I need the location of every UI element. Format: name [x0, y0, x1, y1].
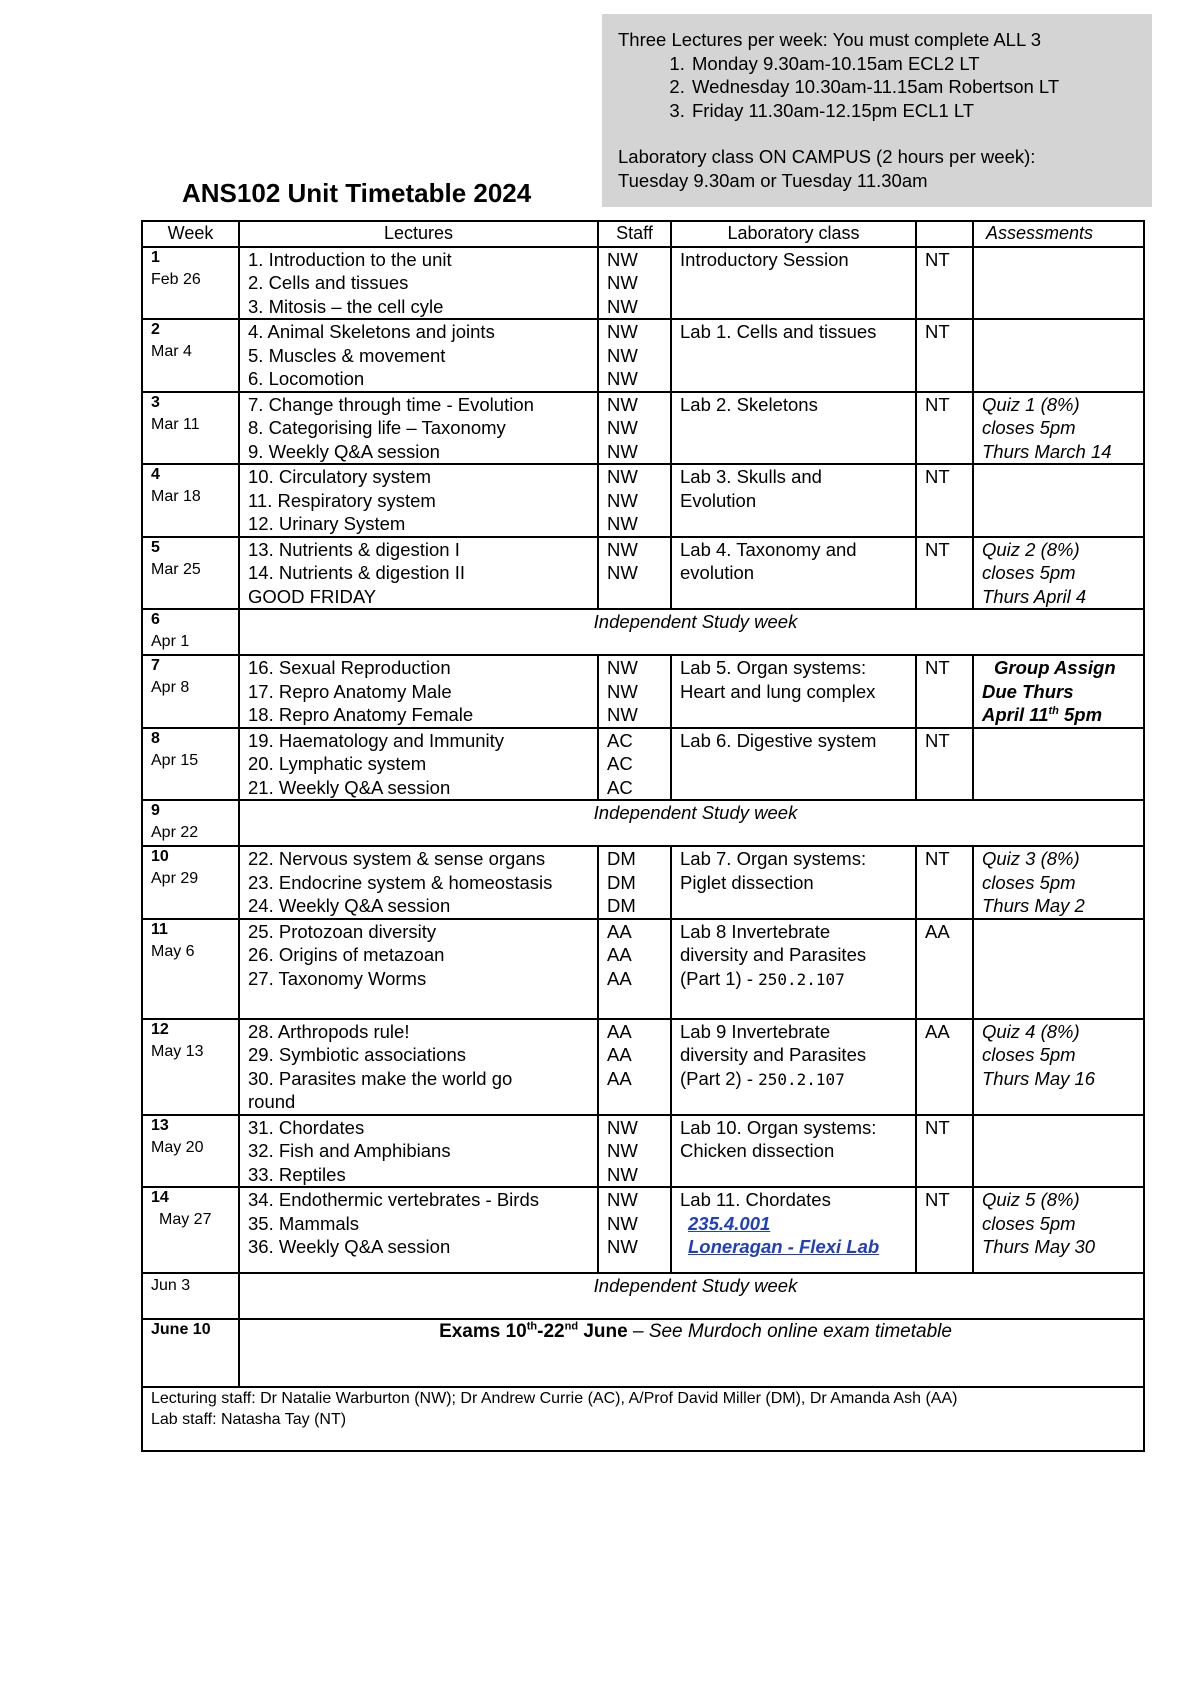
- staff-code: NW: [607, 344, 638, 366]
- staff-code: NW: [607, 1163, 638, 1185]
- lab-heading: Laboratory class ON CAMPUS (2 hours per week):: [618, 146, 1036, 167]
- staff-footer-row: [142, 1387, 1144, 1451]
- week-row: [142, 728, 1144, 801]
- week-cell: [142, 1115, 239, 1188]
- lab-text: Lab 8 Invertebrate: [680, 920, 831, 942]
- assessment-text: Thurs May 2: [982, 895, 1085, 916]
- lecture-item: 23. Endocrine system & homeostasis: [248, 871, 553, 893]
- week-number: 5: [151, 538, 160, 556]
- assessment-text: Quiz 1 (8%): [982, 393, 1080, 415]
- assessment-text: Thurs May 16: [982, 1067, 1096, 1089]
- lab-staff-cell: AA: [916, 919, 973, 1019]
- lecture-item: 19. Haematology and Immunity: [248, 729, 505, 751]
- lab-room: 250.2.107: [758, 969, 845, 989]
- assessment-text: closes 5pm: [982, 871, 1076, 893]
- lab-text: evolution: [680, 562, 755, 583]
- lectures-cell: [239, 392, 598, 465]
- lab-part: [680, 1067, 915, 1092]
- week-cell: [142, 392, 239, 465]
- week-row: [142, 1019, 1144, 1115]
- ordinal-suffix: th: [1048, 704, 1059, 717]
- lecture-item: 11. Respiratory system: [248, 489, 436, 511]
- week-number: 10: [151, 848, 169, 865]
- lab-staff-cell: NT: [916, 319, 973, 392]
- staff-code: AA: [607, 944, 632, 965]
- staff-code: NW: [607, 513, 638, 534]
- lab-staff-cell: NT: [916, 537, 973, 610]
- week-date: Mar 25: [151, 560, 201, 578]
- week-row: [142, 919, 1144, 1019]
- week-cell: [142, 247, 239, 320]
- staff-code: AA: [607, 967, 632, 989]
- assessment-text: Thurs May 30: [982, 1236, 1096, 1257]
- lecture-item: 32. Fish and Amphibians: [248, 1140, 451, 1161]
- staff-code: DM: [607, 871, 636, 893]
- staff-code: NW: [607, 417, 638, 438]
- lecture-item: 29. Symbiotic associations: [248, 1044, 466, 1065]
- week-cell: [142, 609, 239, 655]
- staff-code: NW: [607, 321, 638, 342]
- lecture-item: 28. Arthropods rule!: [248, 1020, 410, 1042]
- week-cell: [142, 728, 239, 801]
- staff-code: NW: [607, 1212, 638, 1234]
- lecture-item: round: [248, 1091, 296, 1112]
- lab-staff-cell: NT: [916, 728, 973, 801]
- lecturing-staff: Lecturing staff: Dr Natalie Warburton (NW); Dr Andrew Currie (AC), A/Prof David Miller (DM), Dr Amanda Ash (AA): [151, 1390, 958, 1407]
- header-row: [142, 221, 1144, 247]
- header-lectures: Lectures: [239, 221, 598, 247]
- week-number: 3: [151, 393, 160, 411]
- lecture-item: 30. Parasites make the world go: [248, 1067, 513, 1089]
- week-cell: [142, 1273, 239, 1319]
- lab-cell: [671, 464, 916, 537]
- lab-staff-cell: AA: [916, 1019, 973, 1115]
- lab-cell: [671, 319, 916, 392]
- lab-staff: Lab staff: Natasha Tay (NT): [151, 1411, 347, 1428]
- week-date: Mar 4: [151, 343, 192, 360]
- staff-code: NW: [607, 562, 638, 583]
- lecture-item: GOOD FRIDAY: [248, 585, 377, 607]
- lab-text: Lab 5. Organ systems:: [680, 657, 867, 678]
- independent-study-cell: Independent Study week: [239, 1273, 1144, 1319]
- lecture-item: 22. Nervous system & sense organs: [248, 848, 546, 869]
- lectures-cell: [239, 319, 598, 392]
- lab-staff-cell: NT: [916, 464, 973, 537]
- lecture-item: 33. Reptiles: [248, 1163, 346, 1185]
- header-lab: Laboratory class: [671, 221, 916, 247]
- lab-cell: [671, 728, 916, 801]
- lab-text: Lab 10. Organ systems:: [680, 1116, 877, 1138]
- lab-text: Lab 7. Organ systems:: [680, 848, 867, 869]
- lectures-cell: [239, 1187, 598, 1273]
- lecture-item: 34. Endothermic vertebrates - Birds: [248, 1189, 539, 1210]
- lectures-cell: [239, 655, 598, 728]
- staff-cell: [598, 919, 671, 1019]
- assessment-text: Quiz 5 (8%): [982, 1189, 1080, 1210]
- week-cell: [142, 919, 239, 1019]
- week-cell: [142, 537, 239, 610]
- assessment-cell: [973, 392, 1144, 465]
- staff-code: NW: [607, 368, 638, 389]
- lab-text: Chicken dissection: [680, 1140, 835, 1161]
- staff-code: NW: [607, 680, 638, 702]
- lab-text: Piglet dissection: [680, 871, 814, 893]
- staff-cell: [598, 392, 671, 465]
- lecture-item: 25. Protozoan diversity: [248, 920, 437, 942]
- week-date: Apr 22: [151, 824, 199, 841]
- lab-location-link[interactable]: 235.4.001: [688, 1212, 771, 1234]
- week-number: 11: [151, 920, 168, 938]
- week-date: Mar 18: [151, 488, 201, 505]
- lab-text: diversity and Parasites: [680, 1044, 867, 1065]
- week-number: 4: [151, 466, 160, 483]
- staff-code: AA: [607, 1044, 632, 1065]
- staff-code: NW: [607, 1116, 638, 1138]
- lecture-slot: 2. Wednesday 10.30am-11.15am Robertson LT: [690, 75, 1152, 99]
- staff-cell: [598, 464, 671, 537]
- lectures-cell: [239, 846, 598, 919]
- assessment-cell: [973, 1115, 1144, 1188]
- lab-room: 250.2.107: [758, 1069, 845, 1089]
- page-title: ANS102 Unit Timetable 2024: [182, 178, 532, 208]
- lecture-item: 36. Weekly Q&A session: [248, 1236, 451, 1257]
- group-assign-date: April 11th 5pm: [982, 704, 1103, 725]
- week-number: 9: [151, 802, 160, 819]
- staff-code: DM: [607, 848, 636, 869]
- lab-text: Heart and lung complex: [680, 680, 876, 702]
- week-cell: [142, 1187, 239, 1273]
- exam-cell: [239, 1319, 1144, 1387]
- week-date: May 6: [151, 942, 195, 960]
- ordinal-suffix: th: [526, 1320, 538, 1333]
- independent-study-cell: Independent Study week: [239, 800, 1144, 846]
- week-number: 7: [151, 657, 160, 674]
- assessment-cell: [973, 728, 1144, 801]
- lecture-slots-list: [618, 52, 1152, 123]
- lecture-item: 2. Cells and tissues: [248, 272, 409, 293]
- staff-code: NW: [607, 248, 638, 270]
- lecture-item: 21. Weekly Q&A session: [248, 776, 451, 798]
- week-row: [142, 392, 1144, 465]
- lectures-cell: [239, 1019, 598, 1115]
- week-row: [142, 319, 1144, 392]
- header-lab-staff: [916, 221, 973, 247]
- lab-part-label: (Part 2) -: [680, 1067, 759, 1089]
- week-cell: [142, 1019, 239, 1115]
- week-date: Apr 1: [151, 633, 190, 650]
- lecture-item: 20. Lymphatic system: [248, 753, 427, 774]
- lecture-item: 5. Muscles & movement: [248, 344, 446, 366]
- lab-cell: [671, 537, 916, 610]
- week-cell: [142, 464, 239, 537]
- assessment-text: closes 5pm: [982, 1044, 1076, 1065]
- lab-staff-cell: NT: [916, 247, 973, 320]
- staff-code: DM: [607, 895, 636, 916]
- lab-cell: [671, 919, 916, 1019]
- lab-text: diversity and Parasites: [680, 944, 867, 965]
- exam-dates: Exams 10th-22nd June: [439, 1320, 628, 1342]
- lecture-slot: 1. Monday 9.30am-10.15am ECL2 LT: [690, 52, 1152, 76]
- staff-cell: [598, 537, 671, 610]
- assessment-cell: [973, 919, 1144, 1019]
- independent-study-cell: Independent Study week: [239, 609, 1144, 655]
- header-assessments: Assessments: [973, 221, 1144, 247]
- lecture-item: 1. Introduction to the unit: [248, 248, 452, 270]
- lab-cell: [671, 1019, 916, 1115]
- lecture-item: 16. Sexual Reproduction: [248, 657, 451, 678]
- week-cell: [142, 655, 239, 728]
- lab-staff-cell: NT: [916, 655, 973, 728]
- staff-code: AA: [607, 920, 632, 942]
- exam-note: See Murdoch online exam timetable: [648, 1321, 952, 1342]
- week-date: Apr 15: [151, 751, 199, 769]
- week-number: 14: [151, 1189, 169, 1206]
- staff-cell: [598, 655, 671, 728]
- lecture-item: 27. Taxonomy Worms: [248, 967, 427, 989]
- assessment-text: Thurs March 14: [982, 440, 1112, 462]
- lab-staff-cell: NT: [916, 392, 973, 465]
- assessment-cell: [973, 655, 1144, 728]
- lecture-item: 26. Origins of metazoan: [248, 944, 445, 965]
- staff-code: NW: [607, 1189, 638, 1210]
- staff-cell: [598, 319, 671, 392]
- lecture-item: 9. Weekly Q&A session: [248, 440, 440, 462]
- lecture-item: 18. Repro Anatomy Female: [248, 704, 474, 725]
- lectures-cell: [239, 919, 598, 1019]
- week-date: May 13: [151, 1042, 204, 1060]
- staff-code: AC: [607, 753, 633, 774]
- week-cell: [142, 800, 239, 846]
- week-row: [142, 846, 1144, 919]
- week-cell: [142, 846, 239, 919]
- week-number: 13: [151, 1116, 169, 1134]
- assessment-text: Thurs April 4: [982, 585, 1087, 607]
- header-staff: Staff: [598, 221, 671, 247]
- lecture-item: 10. Circulatory system: [248, 466, 431, 487]
- week-row: [142, 800, 1144, 846]
- lab-cell: [671, 655, 916, 728]
- staff-code: NW: [607, 1140, 638, 1161]
- week-date: Apr 8: [151, 679, 190, 696]
- lab-cell: [671, 247, 916, 320]
- week-row: [142, 1273, 1144, 1319]
- week-number: 2: [151, 321, 160, 338]
- lab-staff-cell: NT: [916, 1115, 973, 1188]
- staff-code: NW: [607, 704, 638, 725]
- week-date: May 27: [159, 1211, 212, 1228]
- lecture-item: 3. Mitosis – the cell cyle: [248, 295, 444, 317]
- lab-text: Lab 4. Taxonomy and: [680, 538, 857, 560]
- staff-code: AC: [607, 729, 633, 751]
- staff-cell: [598, 1019, 671, 1115]
- lab-staff-cell: NT: [916, 846, 973, 919]
- lab-staff-cell: NT: [916, 1187, 973, 1273]
- lab-part: [680, 967, 915, 992]
- staff-cell: [598, 1115, 671, 1188]
- lab-text: Lab 6. Digestive system: [680, 729, 877, 751]
- lab-location-link[interactable]: Loneragan - Flexi Lab: [688, 1236, 880, 1257]
- lecture-item: 6. Locomotion: [248, 368, 365, 389]
- lecture-item: 7. Change through time - Evolution: [248, 393, 534, 415]
- lab-text: Lab 3. Skulls and: [680, 466, 822, 487]
- assessment-cell: [973, 1019, 1144, 1115]
- week-row: [142, 655, 1144, 728]
- staff-footer-cell: [142, 1387, 1144, 1451]
- lab-cell: [671, 846, 916, 919]
- week-row: [142, 247, 1144, 320]
- timetable: [141, 220, 1145, 1452]
- week-date: Feb 26: [151, 270, 201, 288]
- lectures-cell: [239, 1115, 598, 1188]
- staff-code: AA: [607, 1020, 632, 1042]
- lectures-cell: [239, 537, 598, 610]
- lecture-item: 17. Repro Anatomy Male: [248, 680, 452, 702]
- lectures-heading: Three Lectures per week: You must complete ALL 3: [618, 29, 1042, 50]
- staff-code: NW: [607, 657, 638, 678]
- lab-text: Introductory Session: [680, 248, 849, 270]
- lab-text: Lab 9 Invertebrate: [680, 1020, 831, 1042]
- header-week: Week: [142, 221, 239, 247]
- week-row: [142, 537, 1144, 610]
- assessment-cell: [973, 1187, 1144, 1273]
- exam-week-label: June 10: [142, 1319, 239, 1387]
- assessment-cell: [973, 846, 1144, 919]
- exam-row: [142, 1319, 1144, 1387]
- lecture-item: 13. Nutrients & digestion I: [248, 538, 460, 560]
- assessment-text: closes 5pm: [982, 1212, 1076, 1234]
- week-row: [142, 1115, 1144, 1188]
- week-row: [142, 464, 1144, 537]
- lectures-cell: [239, 464, 598, 537]
- group-assign-due: Due Thurs: [982, 680, 1074, 702]
- lectures-cell: [239, 728, 598, 801]
- assessment-text: Quiz 3 (8%): [982, 848, 1080, 869]
- staff-cell: [598, 1187, 671, 1273]
- staff-code: NW: [607, 440, 638, 462]
- lecture-item: 8. Categorising life – Taxonomy: [248, 417, 506, 438]
- assessment-cell: [973, 537, 1144, 610]
- lecture-item: 24. Weekly Q&A session: [248, 895, 451, 916]
- lab-text: Lab 2. Skeletons: [680, 393, 818, 415]
- lab-times: Tuesday 9.30am or Tuesday 11.30am: [618, 169, 928, 191]
- week-number: 12: [151, 1020, 169, 1038]
- week-cell: [142, 319, 239, 392]
- staff-code: NW: [607, 393, 638, 415]
- lab-text: Evolution: [680, 489, 757, 511]
- lecture-item: 12. Urinary System: [248, 513, 406, 534]
- lecture-item: 4. Animal Skeletons and joints: [248, 321, 495, 342]
- staff-code: NW: [607, 1236, 638, 1257]
- week-number: 1: [151, 248, 160, 266]
- staff-code: NW: [607, 272, 638, 293]
- lab-part-label: (Part 1) -: [680, 967, 759, 989]
- week-date: May 20: [151, 1138, 204, 1156]
- week-row: [142, 1187, 1144, 1273]
- staff-code: AC: [607, 776, 633, 798]
- week-number: 6: [151, 611, 160, 628]
- lecture-item: 35. Mammals: [248, 1212, 360, 1234]
- lectures-cell: [239, 247, 598, 320]
- staff-code: AA: [607, 1067, 632, 1089]
- lab-cell: [671, 1115, 916, 1188]
- lecture-item: 14. Nutrients & digestion II: [248, 562, 465, 583]
- lecture-item: 31. Chordates: [248, 1116, 365, 1138]
- week-date: Mar 11: [151, 415, 200, 433]
- staff-cell: [598, 247, 671, 320]
- staff-code: NW: [607, 466, 638, 487]
- staff-code: NW: [607, 538, 638, 560]
- lab-text: Lab 1. Cells and tissues: [680, 321, 877, 342]
- assessment-text: Quiz 4 (8%): [982, 1020, 1080, 1042]
- week-date: Apr 29: [151, 870, 199, 887]
- staff-code: NW: [607, 489, 638, 511]
- exam-dash: –: [627, 1321, 649, 1342]
- lecture-info-box: [602, 14, 1152, 207]
- assessment-text: closes 5pm: [982, 417, 1076, 438]
- staff-cell: [598, 846, 671, 919]
- staff-code: NW: [607, 295, 638, 317]
- group-assign-title: Group Assign: [994, 657, 1116, 678]
- week-date: Jun 3: [151, 1277, 191, 1294]
- week-row: [142, 609, 1144, 655]
- assessment-text: closes 5pm: [982, 562, 1076, 583]
- lab-cell: [671, 1187, 916, 1273]
- lecture-slot: 3. Friday 11.30am-12.15pm ECL1 LT: [690, 99, 1152, 123]
- assessment-cell: [973, 247, 1144, 320]
- lab-cell: [671, 392, 916, 465]
- week-number: 8: [151, 729, 160, 747]
- assessment-text: Quiz 2 (8%): [982, 538, 1080, 560]
- ordinal-suffix: nd: [564, 1320, 579, 1333]
- assessment-cell: [973, 319, 1144, 392]
- staff-cell: [598, 728, 671, 801]
- lab-text: Lab 11. Chordates: [680, 1189, 831, 1210]
- assessment-cell: [973, 464, 1144, 537]
